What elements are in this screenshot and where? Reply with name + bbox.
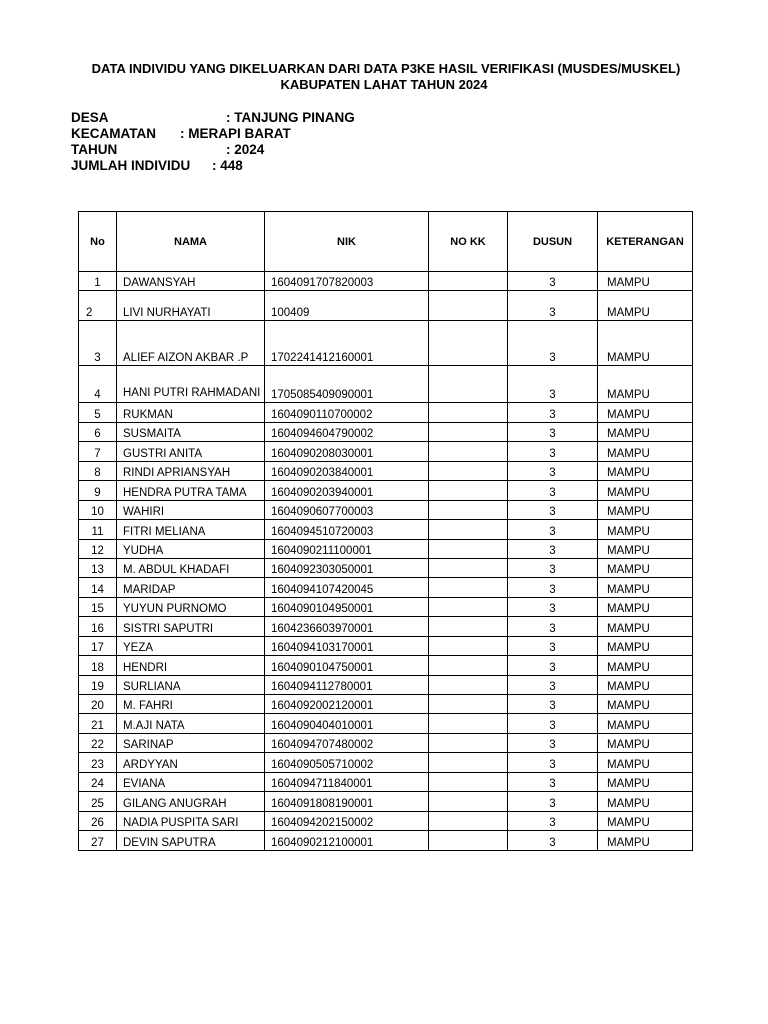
row-nokk xyxy=(429,461,508,480)
desa-label: DESA xyxy=(71,110,109,125)
row-nama: ARDYYAN xyxy=(117,753,265,772)
row-nik: 1604090203840001 xyxy=(265,461,429,480)
row-nik: 100409 xyxy=(265,291,429,321)
row-nik: 1702241412160001 xyxy=(265,321,429,366)
row-nama: SISTRI SAPUTRI xyxy=(117,617,265,636)
table-row xyxy=(79,792,693,811)
row-nokk xyxy=(429,597,508,616)
row-dusun: 3 xyxy=(508,656,598,675)
row-nik: 1604094107420045 xyxy=(265,578,429,597)
row-nama: HENDRI xyxy=(117,656,265,675)
col-header-no: No xyxy=(79,212,117,272)
row-nokk xyxy=(429,500,508,519)
row-keterangan: MAMPU xyxy=(598,733,693,752)
table-row xyxy=(79,422,693,441)
row-no: 3 xyxy=(79,321,117,366)
row-nokk xyxy=(429,291,508,321)
tahun-value: : 2024 xyxy=(226,142,265,157)
kecamatan-value: : MERAPI BARAT xyxy=(180,126,291,141)
row-nik: 1604090505710002 xyxy=(265,753,429,772)
row-nik: 1604090203940001 xyxy=(265,481,429,500)
row-dusun: 3 xyxy=(508,733,598,752)
row-dusun: 3 xyxy=(508,321,598,366)
row-no: 6 xyxy=(79,422,117,441)
row-keterangan: MAMPU xyxy=(598,321,693,366)
col-header-nama: NAMA xyxy=(117,212,265,272)
row-no: 9 xyxy=(79,481,117,500)
row-nik: 1604090104950001 xyxy=(265,597,429,616)
table-row xyxy=(79,321,693,366)
info-kecamatan xyxy=(71,126,291,142)
row-keterangan: MAMPU xyxy=(598,792,693,811)
row-nokk xyxy=(429,656,508,675)
row-dusun: 3 xyxy=(508,831,598,850)
row-nama: FITRI MELIANA xyxy=(117,520,265,539)
row-no: 22 xyxy=(79,733,117,752)
row-dusun: 3 xyxy=(508,403,598,422)
row-keterangan: MAMPU xyxy=(598,675,693,694)
row-keterangan: MAMPU xyxy=(598,500,693,519)
row-no: 16 xyxy=(79,617,117,636)
row-nokk xyxy=(429,831,508,850)
row-dusun: 3 xyxy=(508,811,598,830)
row-nik: 1705085409090001 xyxy=(265,366,429,403)
row-no: 20 xyxy=(79,695,117,714)
row-no: 23 xyxy=(79,753,117,772)
row-dusun: 3 xyxy=(508,617,598,636)
table-row xyxy=(79,366,693,403)
row-nokk xyxy=(429,578,508,597)
info-tahun xyxy=(71,142,264,158)
row-nokk xyxy=(429,617,508,636)
row-nokk xyxy=(429,442,508,461)
row-nama: SURLIANA xyxy=(117,675,265,694)
row-nama: LIVI NURHAYATI xyxy=(117,291,265,321)
row-no: 12 xyxy=(79,539,117,558)
row-no: 2 xyxy=(79,291,117,321)
row-nokk xyxy=(429,772,508,791)
row-nama: GUSTRI ANITA xyxy=(117,442,265,461)
row-dusun: 3 xyxy=(508,272,598,291)
row-keterangan: MAMPU xyxy=(598,539,693,558)
row-nama: ALIEF AIZON AKBAR .P xyxy=(117,321,265,366)
row-nokk xyxy=(429,636,508,655)
row-nokk xyxy=(429,733,508,752)
row-nik: 1604090211100001 xyxy=(265,539,429,558)
row-nokk xyxy=(429,321,508,366)
row-no: 25 xyxy=(79,792,117,811)
row-keterangan: MAMPU xyxy=(598,272,693,291)
table-row xyxy=(79,772,693,791)
row-nik: 1604094707480002 xyxy=(265,733,429,752)
row-dusun: 3 xyxy=(508,539,598,558)
row-no: 14 xyxy=(79,578,117,597)
row-keterangan: MAMPU xyxy=(598,520,693,539)
row-nokk xyxy=(429,753,508,772)
row-no: 13 xyxy=(79,558,117,577)
row-nama: YUDHA xyxy=(117,539,265,558)
table-row xyxy=(79,539,693,558)
row-keterangan: MAMPU xyxy=(598,481,693,500)
row-keterangan: MAMPU xyxy=(598,831,693,850)
row-dusun: 3 xyxy=(508,291,598,321)
row-nama: HANI PUTRI RAHMADANI xyxy=(117,366,265,403)
row-nik: 1604094103170001 xyxy=(265,636,429,655)
row-nokk xyxy=(429,520,508,539)
table-row xyxy=(79,753,693,772)
jumlah-label: JUMLAH INDIVIDU xyxy=(71,158,191,173)
table-row xyxy=(79,500,693,519)
row-no: 24 xyxy=(79,772,117,791)
row-dusun: 3 xyxy=(508,578,598,597)
row-nik: 1604092002120001 xyxy=(265,695,429,714)
row-nokk xyxy=(429,792,508,811)
row-keterangan: MAMPU xyxy=(598,403,693,422)
row-keterangan: MAMPU xyxy=(598,753,693,772)
row-nama: RUKMAN xyxy=(117,403,265,422)
row-keterangan: MAMPU xyxy=(598,558,693,577)
row-dusun: 3 xyxy=(508,792,598,811)
table-row xyxy=(79,403,693,422)
row-nik: 1604236603970001 xyxy=(265,617,429,636)
row-nama: WAHIRI xyxy=(117,500,265,519)
row-nokk xyxy=(429,366,508,403)
row-keterangan: MAMPU xyxy=(598,772,693,791)
info-jumlah xyxy=(71,158,243,174)
kecamatan-label: KECAMATAN xyxy=(71,126,156,141)
jumlah-value: : 448 xyxy=(212,158,243,173)
info-desa xyxy=(71,110,355,126)
row-nama: HENDRA PUTRA TAMA xyxy=(117,481,265,500)
row-nama: DAWANSYAH xyxy=(117,272,265,291)
row-nik: 1604094711840001 xyxy=(265,772,429,791)
row-nama: M. ABDUL KHADAFI xyxy=(117,558,265,577)
row-no: 8 xyxy=(79,461,117,480)
table-row xyxy=(79,597,693,616)
row-nokk xyxy=(429,714,508,733)
row-nama: EVIANA xyxy=(117,772,265,791)
row-dusun: 3 xyxy=(508,753,598,772)
row-keterangan: MAMPU xyxy=(598,695,693,714)
row-keterangan: MAMPU xyxy=(598,714,693,733)
row-nik: 1604090404010001 xyxy=(265,714,429,733)
row-keterangan: MAMPU xyxy=(598,422,693,441)
row-no: 4 xyxy=(79,366,117,403)
row-dusun: 3 xyxy=(508,558,598,577)
row-dusun: 3 xyxy=(508,714,598,733)
table-row xyxy=(79,636,693,655)
row-keterangan: MAMPU xyxy=(598,597,693,616)
table-row xyxy=(79,481,693,500)
row-no: 27 xyxy=(79,831,117,850)
row-no: 11 xyxy=(79,520,117,539)
row-nama: MARIDAP xyxy=(117,578,265,597)
table-row xyxy=(79,733,693,752)
row-nama: YEZA xyxy=(117,636,265,655)
row-nama: DEVIN SAPUTRA xyxy=(117,831,265,850)
row-keterangan: MAMPU xyxy=(598,291,693,321)
row-nik: 1604090607700003 xyxy=(265,500,429,519)
row-nama: SUSMAITA xyxy=(117,422,265,441)
row-nik: 1604090208030001 xyxy=(265,442,429,461)
document-title: DATA INDIVIDU YANG DIKELUARKAN DARI DATA P3KE HASIL VERIFIKASI (MUSDES/MUSKEL) xyxy=(91,61,681,76)
row-nik: 1604094604790002 xyxy=(265,422,429,441)
row-keterangan: MAMPU xyxy=(598,617,693,636)
row-dusun: 3 xyxy=(508,422,598,441)
table-row xyxy=(79,656,693,675)
table-row xyxy=(79,578,693,597)
row-nik: 1604094202150002 xyxy=(265,811,429,830)
row-nama: SARINAP xyxy=(117,733,265,752)
table-row xyxy=(79,831,693,850)
row-no: 19 xyxy=(79,675,117,694)
row-dusun: 3 xyxy=(508,481,598,500)
row-nokk xyxy=(429,695,508,714)
row-dusun: 3 xyxy=(508,695,598,714)
table-header-row xyxy=(79,212,693,272)
tahun-label: TAHUN xyxy=(71,142,118,157)
row-nama: M.AJI NATA xyxy=(117,714,265,733)
row-no: 1 xyxy=(79,272,117,291)
row-nokk xyxy=(429,403,508,422)
col-header-nik: NIK xyxy=(265,212,429,272)
row-dusun: 3 xyxy=(508,636,598,655)
row-dusun: 3 xyxy=(508,500,598,519)
table-row xyxy=(79,291,693,321)
document-subtitle: KABUPATEN LAHAT TAHUN 2024 xyxy=(280,77,488,92)
row-no: 26 xyxy=(79,811,117,830)
row-dusun: 3 xyxy=(508,520,598,539)
row-nokk xyxy=(429,811,508,830)
row-dusun: 3 xyxy=(508,366,598,403)
row-keterangan: MAMPU xyxy=(598,442,693,461)
row-nokk xyxy=(429,481,508,500)
row-nokk xyxy=(429,422,508,441)
row-dusun: 3 xyxy=(508,461,598,480)
col-header-keterangan: KETERANGAN xyxy=(598,212,693,272)
row-keterangan: MAMPU xyxy=(598,366,693,403)
row-no: 5 xyxy=(79,403,117,422)
individu-table xyxy=(78,211,693,851)
table-row xyxy=(79,714,693,733)
row-no: 21 xyxy=(79,714,117,733)
row-keterangan: MAMPU xyxy=(598,811,693,830)
table-row xyxy=(79,695,693,714)
table-row xyxy=(79,558,693,577)
row-nik: 1604090212100001 xyxy=(265,831,429,850)
table-row xyxy=(79,520,693,539)
row-dusun: 3 xyxy=(508,597,598,616)
col-header-nokk: NO KK xyxy=(429,212,508,272)
row-nama: YUYUN PURNOMO xyxy=(117,597,265,616)
row-dusun: 3 xyxy=(508,442,598,461)
row-no: 17 xyxy=(79,636,117,655)
row-nokk xyxy=(429,675,508,694)
table-row xyxy=(79,461,693,480)
row-keterangan: MAMPU xyxy=(598,636,693,655)
row-nokk xyxy=(429,272,508,291)
row-nama: RINDI APRIANSYAH xyxy=(117,461,265,480)
row-nik: 1604090110700002 xyxy=(265,403,429,422)
col-header-dusun: DUSUN xyxy=(508,212,598,272)
row-nama: M. FAHRI xyxy=(117,695,265,714)
desa-value: : TANJUNG PINANG xyxy=(226,110,355,125)
row-nik: 1604094510720003 xyxy=(265,520,429,539)
row-nokk xyxy=(429,558,508,577)
row-nik: 1604092303050001 xyxy=(265,558,429,577)
row-nik: 1604094112780001 xyxy=(265,675,429,694)
row-no: 18 xyxy=(79,656,117,675)
row-keterangan: MAMPU xyxy=(598,578,693,597)
table-row xyxy=(79,811,693,830)
row-no: 15 xyxy=(79,597,117,616)
row-dusun: 3 xyxy=(508,675,598,694)
table-row xyxy=(79,272,693,291)
row-keterangan: MAMPU xyxy=(598,461,693,480)
row-nik: 1604090104750001 xyxy=(265,656,429,675)
table-row xyxy=(79,617,693,636)
row-nama: NADIA PUSPITA SARI xyxy=(117,811,265,830)
row-no: 7 xyxy=(79,442,117,461)
row-keterangan: MAMPU xyxy=(598,656,693,675)
row-dusun: 3 xyxy=(508,772,598,791)
row-nama: GILANG ANUGRAH xyxy=(117,792,265,811)
row-nokk xyxy=(429,539,508,558)
row-nik: 1604091808190001 xyxy=(265,792,429,811)
table-row xyxy=(79,442,693,461)
table-row xyxy=(79,675,693,694)
table-body xyxy=(79,272,693,851)
row-nik: 1604091707820003 xyxy=(265,272,429,291)
row-no: 10 xyxy=(79,500,117,519)
